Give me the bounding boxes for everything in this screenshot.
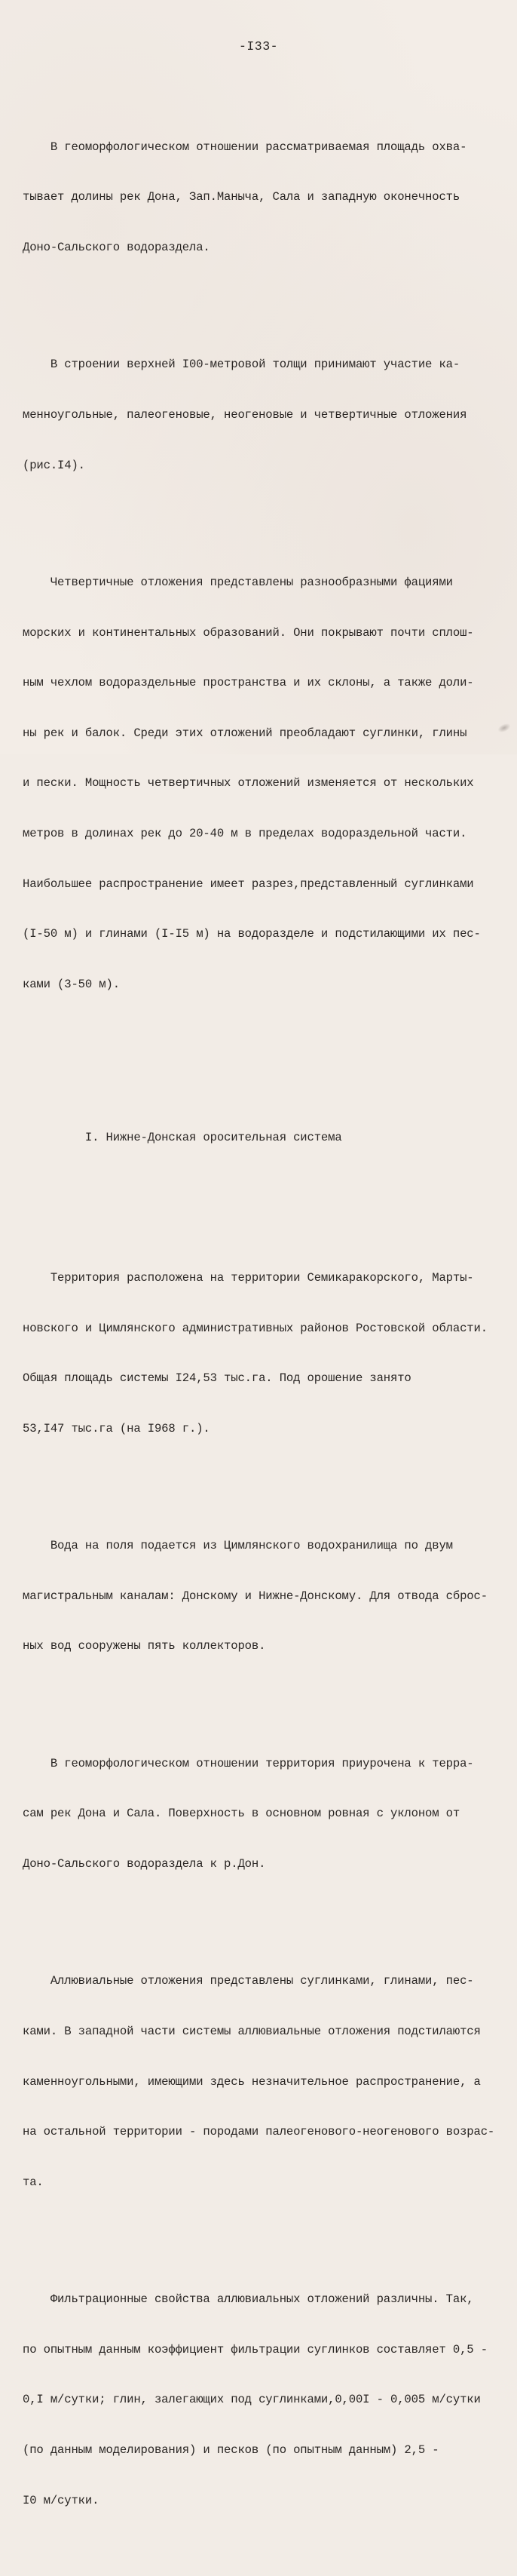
text-line: менноугольные, палеогеновые, неогеновые и четвертичные отложения [23,408,467,422]
text-line: каменноугольными, имеющими здесь незначительное распространение, а [23,2074,481,2089]
document-body [23,72,505,2576]
text-line: В геоморфологическом отношении территория приурочена к терра- [23,1756,474,1770]
text-line: ных вод сооружены пять коллекторов. [23,1639,266,1653]
text-line: (по данным моделирования) и песков (по опытным данным) 2,5 - [23,2442,439,2457]
text-line: В строении верхней I00-метровой толщи принимают участие ка- [23,358,460,372]
text-line: ным чехлом водораздельные пространства и их склоны, а также доли- [23,676,474,690]
text-line: и пески. Мощность четвертичных отложений изменяется от нескольких [23,776,474,791]
text-line: ками. В западной части системы аллювиальные отложения подстилаются [23,2024,481,2038]
section-title: I. Нижне-Донская оросительная система [23,1131,342,1145]
paragraph-8 [23,2258,505,2542]
text-line: Доно-Сальского водораздела к р.Дон. [23,1856,266,1871]
text-line: ны рек и балок. Среди этих отложений преобладают суглинки, глины [23,726,467,740]
paragraph-6 [23,1721,505,1905]
text-line: морских и континентальных образований. Они покрывают почти сплош- [23,625,474,640]
section-spacer [23,1076,505,1096]
text-line: 0,I м/сутки; глин, залегающих под суглинками,0,00I - 0,005 м/сутки [23,2393,481,2407]
text-line: Аллювиальные отложения представлены суглинками, глинами, пес- [23,1974,474,1988]
paragraph-3 [23,541,505,1027]
section-spacer [23,1180,505,1186]
paragraph-5 [23,1504,505,1688]
text-line: В геоморфологическом отношении рассматриваемая площадь охва- [23,140,467,154]
text-line: сам рек Дона и Сала. Поверхность в основном ровная с уклоном от [23,1807,460,1821]
text-line: Доно-Сальского водораздела. [23,241,210,254]
paragraph-4 [23,1236,505,1471]
text-line: новского и Цимлянского административных районов Ростовской области. [23,1321,488,1335]
text-line: Общая площадь системы I24,53 тыс.га. Под орошение занято [23,1371,411,1386]
text-line: ками (3-50 м). [23,977,120,991]
paragraph-2 [23,323,505,507]
text-line: Фильтрационные свойства аллювиальных отложений различны. Так, [23,2292,474,2307]
text-line: тывает долины рек Дона, Зап.Маныча, Сала и западную оконечность [23,190,460,204]
text-line: Вода на поля подается из Цимлянского водохранилища по двум [23,1539,453,1553]
text-line: по опытным данным коэффициент фильтрации суглинков составляет 0,5 - [23,2342,488,2356]
text-line: Четвертичные отложения представлены разнообразными фациями [23,576,453,589]
text-line: та. [23,2175,44,2189]
paragraph-1 [23,105,505,289]
text-line: 53,I47 тыс.га (на I968 г.). [23,1421,210,1435]
text-line: метров в долинах рек до 20-40 м в пределах водораздельной части. [23,826,467,840]
text-line: (рис.I4). [23,458,85,472]
text-line: Территория расположена на территории Семикаракорского, Марты- [23,1270,474,1285]
text-line: на остальной территории - породами палеогенового-неогенового возрас- [23,2125,495,2139]
text-line: I0 м/сутки. [23,2493,99,2507]
page-number: -I33- [238,39,278,54]
text-line: магистральным каналам: Донскому и Нижне-Донскому. Для отвода сброс- [23,1589,488,1603]
text-line: Наибольшее распространение имеет разрез,представленный суглинками [23,877,474,891]
text-line: (I-50 м) и глинами (I-I5 м) на водоразделе и подстилающими их пес- [23,927,481,941]
paragraph-7 [23,1939,505,2224]
